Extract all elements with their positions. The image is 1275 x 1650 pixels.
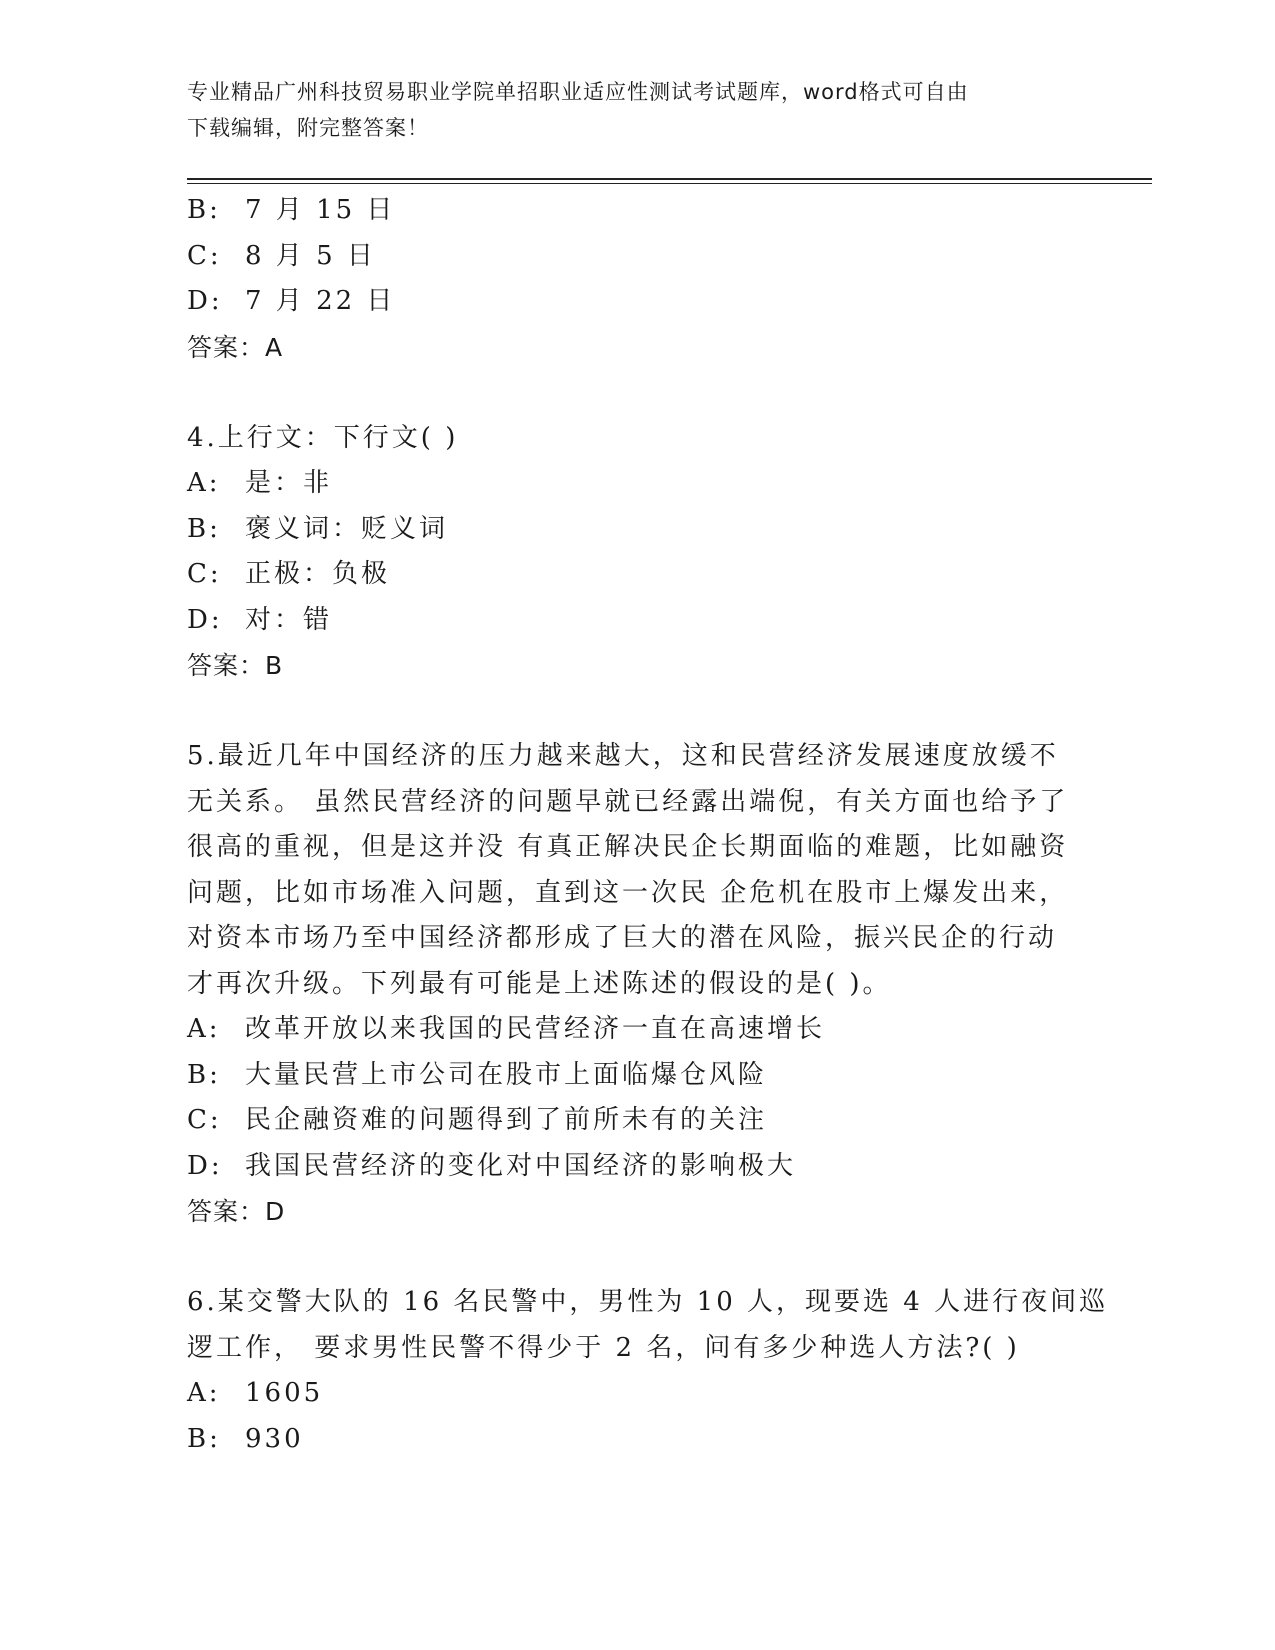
question-3: [187, 188, 1077, 370]
question-text-line: 问题，比如市场准入问题，直到这一次民 企危机在股市上爆发出来，: [187, 877, 1069, 908]
question-4: [187, 416, 1077, 689]
question-text-line: 逻工作， 要求男性民警不得少于 2 名，问有多少种选人方法?( ): [187, 1332, 1020, 1363]
option-text: 我国民营经济的变化对中国经济的影响极大: [245, 1150, 797, 1181]
option-label: A:: [187, 468, 221, 498]
option-d: [187, 598, 1077, 644]
document-header: [187, 74, 1087, 146]
option-text: 大量民营上市公司在股市上面临爆仓风险: [245, 1059, 768, 1090]
option-label: C:: [187, 1105, 222, 1135]
option-a: [187, 1007, 1077, 1053]
option-label: B:: [187, 1423, 221, 1454]
option-label: B:: [187, 195, 221, 225]
question-text-line: 才再次升级。下列最有可能是上述陈述的假设的是( )。: [187, 968, 892, 999]
option-label: D:: [187, 286, 223, 316]
option-a: [187, 1371, 1077, 1417]
option-c: [187, 552, 1077, 598]
question-5: [187, 734, 1077, 1235]
header-line-2: 下载编辑，附完整答案！: [187, 116, 429, 140]
option-label: D:: [187, 604, 223, 635]
answer-line: 答案：A: [187, 332, 284, 362]
option-b: [187, 188, 1077, 234]
option-text: 改革开放以来我国的民营经济一直在高速增长: [245, 1014, 826, 1044]
option-d: [187, 1144, 1077, 1190]
question-text-line: 很高的重视，但是这并没 有真正解决民企长期面临的难题，比如融资: [187, 832, 1069, 862]
option-d: [187, 279, 1077, 325]
option-b: [187, 507, 1077, 553]
option-label: D:: [187, 1150, 223, 1181]
question-text-line: 无关系。 虽然民营经济的问题早就已经露出端倪，有关方面也给予了: [187, 786, 1069, 817]
option-label: A:: [187, 1014, 221, 1044]
option-label: C:: [187, 559, 222, 589]
option-text: 对：错: [245, 604, 333, 635]
header-divider-thick: [187, 178, 1152, 180]
option-label: C:: [187, 240, 222, 271]
question-text-line: 6.某交警大队的 16 名民警中，男性为 10 人，现要选 4 人进行夜间巡: [187, 1287, 1109, 1317]
option-label: B:: [187, 513, 221, 544]
option-b: [187, 1053, 1077, 1099]
option-text: 7 月 15 日: [245, 195, 396, 225]
option-text: 930: [245, 1423, 304, 1454]
question-6: [187, 1280, 1109, 1462]
option-text: 正极：负极: [245, 559, 391, 589]
option-a: [187, 461, 1077, 507]
question-text: 4.上行文：下行文( ): [187, 422, 459, 453]
option-text: 1605: [245, 1378, 324, 1408]
option-text: 是：非: [245, 468, 333, 498]
question-text-line: 5.最近几年中国经济的压力越来越大，这和民营经济发展速度放缓不: [187, 741, 1059, 771]
option-b: [187, 1417, 1077, 1463]
answer-line: 答案：D: [187, 1197, 286, 1226]
option-text: 7 月 22 日: [245, 286, 396, 316]
answer-line: 答案：B: [187, 651, 284, 680]
option-text: 8 月 5 日: [245, 240, 376, 271]
option-text: 民企融资难的问题得到了前所未有的关注: [245, 1105, 768, 1135]
option-text: 褒义词：贬义词: [245, 513, 449, 544]
header-divider-thin: [187, 183, 1152, 184]
option-label: A:: [187, 1378, 221, 1408]
option-label: B:: [187, 1059, 221, 1090]
option-c: [187, 1098, 1077, 1144]
option-c: [187, 234, 1077, 280]
document-body: [187, 188, 1109, 1462]
question-text-line: 对资本市场乃至中国经济都形成了巨大的潜在风险，振兴民企的行动: [187, 923, 1058, 953]
header-line-1: 专业精品广州科技贸易职业学院单招职业适应性测试考试题库，word格式可自由: [187, 80, 969, 104]
